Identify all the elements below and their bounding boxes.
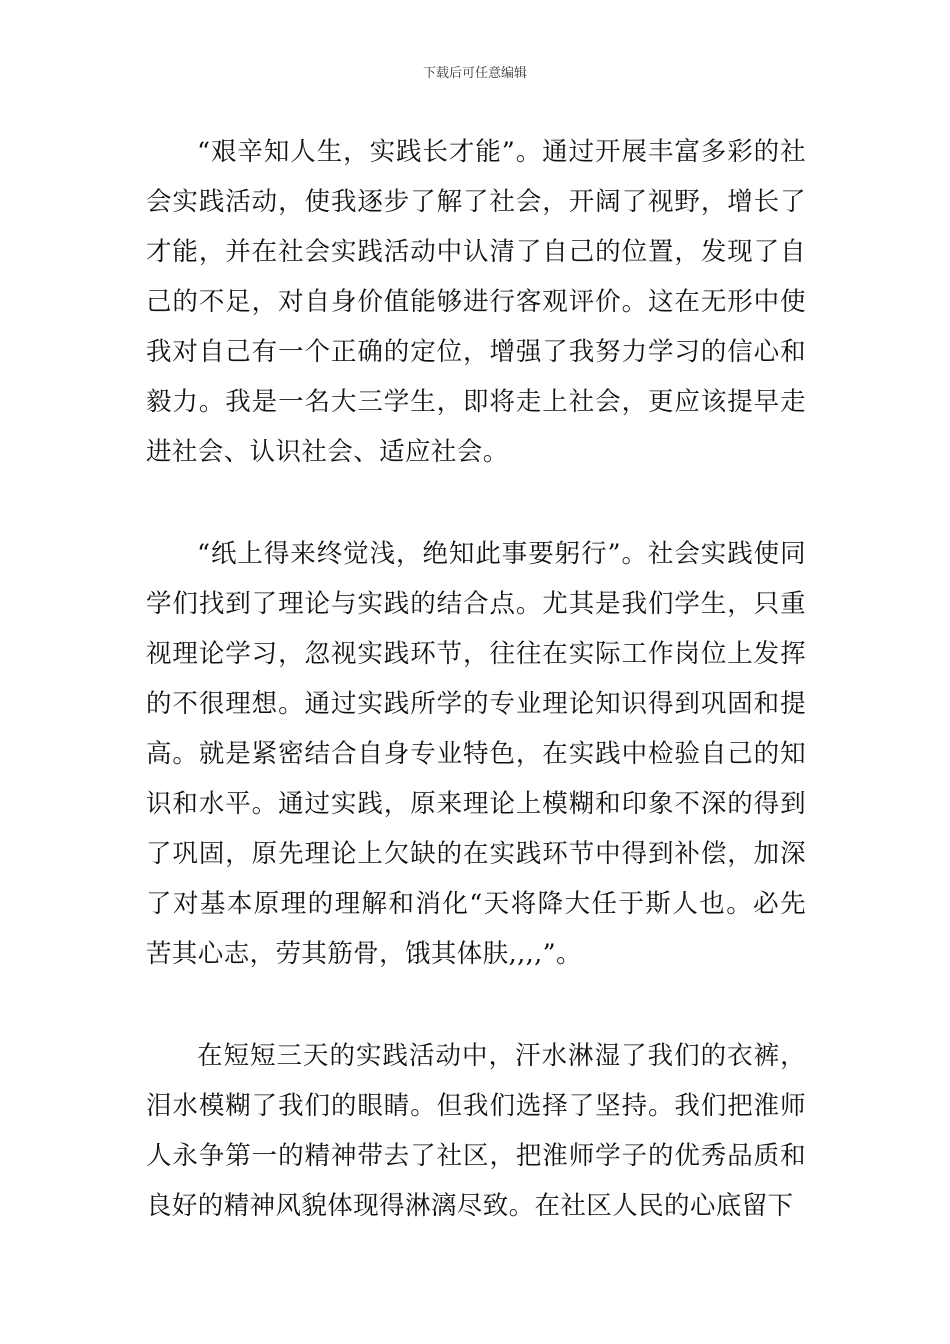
page-header: 下载后可任意编辑 bbox=[422, 66, 527, 81]
paragraph-3: 在短短三天的实践活动中，汗水淋湿了我们的衣裤，泪水模糊了我们的眼睛。但我们选择了坚持。我们把淮师人永争第一的精神带去了社区，把淮师学子的优秀品质和良好的精神风貌体现得淋漓尽致。在社区人民的心底留下 bbox=[146, 1041, 806, 1221]
paragraph-1: “艰辛知人生，实践长才能”。通过开展丰富多彩的社会实践活动，使我逐步了解了社会，开阔了视野，增长了才能，并在社会实践活动中认清了自己的位置，发现了自己的不足，对自身价值能够进行客观评价。这在无形中使我对自己有一个正确的定位，增强了我努力学习的信心和毅力。我是一名大三学生，即将走上社会，更应该提早走进社会、认识社会、适应社会。 bbox=[146, 137, 806, 467]
document-body bbox=[146, 127, 806, 1231]
paragraph-2: “纸上得来终觉浅，绝知此事要躬行”。社会实践使同学们找到了理论与实践的结合点。尤其是我们学生，只重视理论学习，忽视实践环节，往往在实际工作岗位上发挥的不很理想。通过实践所学的专业理论知识得到巩固和提高。就是紧密结合自身专业特色，在实践中检验自己的知识和水平。通过实践，原来理论上模糊和印象不深的得到了巩固，原先理论上欠缺的在实践环节中得到补偿，加深了对基本原理的理解和消化“天将降大任于斯人也。必先苦其心志，劳其筋骨，饿其体肤,,,,”。 bbox=[146, 539, 806, 969]
